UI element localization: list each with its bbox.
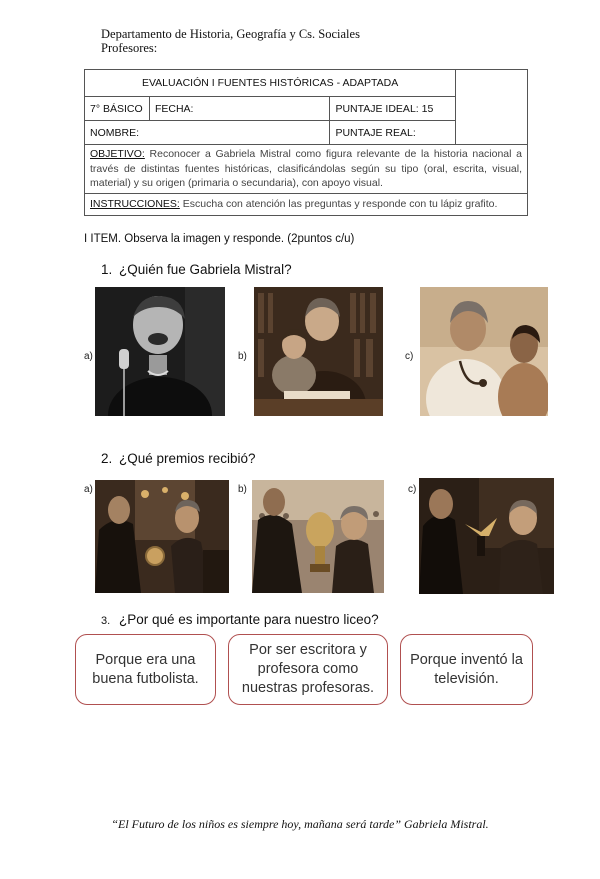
name-cell[interactable]: NOMBRE:: [85, 121, 330, 145]
option-letter: a): [84, 484, 93, 495]
photo-woman-doctor[interactable]: [420, 287, 548, 416]
answer-option-1[interactable]: Porque era una buena futbolista.: [75, 634, 216, 705]
option-letter: c): [408, 484, 417, 495]
photo-woman-receiving-statuette[interactable]: [419, 478, 554, 594]
score-box: [456, 70, 528, 145]
option-letter: b): [238, 484, 247, 495]
option-letter: c): [405, 351, 414, 362]
item-title: I ITEM. Observa la imagen y responde. (2puntos c/u): [84, 233, 355, 245]
answer-option-3[interactable]: Porque inventó la televisión.: [400, 634, 533, 705]
evaluation-header-table: [84, 69, 528, 216]
ideal-score-cell: PUNTAJE IDEAL: 15: [330, 97, 456, 121]
option-letter: b): [238, 351, 247, 362]
question-text: ¿Qué premios recibió?: [119, 451, 256, 466]
objective-label: OBJETIVO:: [90, 148, 145, 160]
question-1: [101, 262, 292, 277]
photo-woman-receiving-trophy[interactable]: [252, 480, 384, 593]
question-2: [101, 451, 256, 466]
answer-option-2[interactable]: Por ser escritora y profesora como nuestras profesoras.: [228, 634, 388, 705]
real-score-cell: PUNTAJE REAL:: [330, 121, 456, 145]
instructions-label: INSTRUCCIONES:: [90, 198, 180, 210]
footer-quote: “El Futuro de los niños es siempre hoy, mañana será tarde” Gabriela Mistral.: [111, 817, 489, 831]
teachers-label: Profesores:: [101, 41, 158, 55]
photo-woman-teaching[interactable]: [254, 287, 383, 416]
instructions-text: Escucha con atención las preguntas y responde con tu lápiz grafito.: [179, 198, 498, 210]
question-3: [101, 612, 379, 627]
question-text: ¿Quién fue Gabriela Mistral?: [119, 262, 292, 277]
evaluation-title: EVALUACIÓN I FUENTES HISTÓRICAS - ADAPTADA: [85, 70, 456, 97]
photo-woman-receiving-medal[interactable]: [95, 480, 229, 593]
document-header: [101, 27, 360, 55]
date-cell[interactable]: FECHA:: [149, 97, 330, 121]
question-number: 3.: [101, 615, 111, 627]
option-letter: a): [84, 351, 93, 362]
question-text: ¿Por qué es importante para nuestro liceo?: [119, 612, 379, 627]
objective-text: Reconocer a Gabriela Mistral como figura relevante de la historia nacional a través de distintas fuentes históricas, clasificándolas según su tipo (oral, escrita, visual, material) y su origen (primaria o secundaria), con apoyo visual.: [90, 148, 522, 189]
photo-woman-singing[interactable]: [95, 287, 225, 416]
grade-cell: 7° BÁSICO: [85, 97, 150, 121]
objective-cell: [85, 145, 528, 194]
department-name: Departamento de Historia, Geografía y Cs. Sociales: [101, 27, 360, 41]
instructions-cell: [85, 193, 528, 215]
question-number: 1.: [101, 262, 113, 277]
question-number: 2.: [101, 451, 113, 466]
